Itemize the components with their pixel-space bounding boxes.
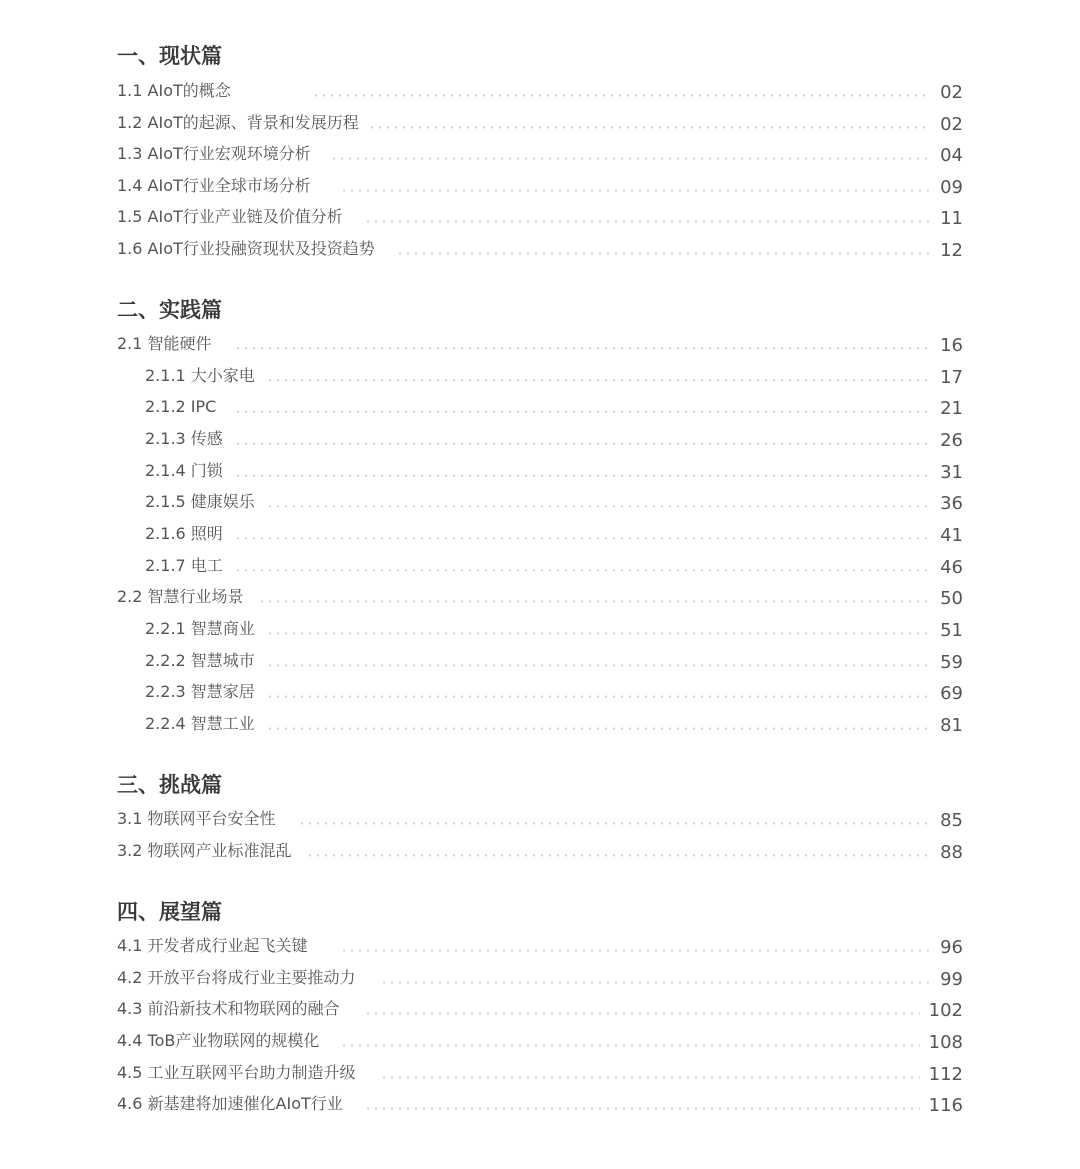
leader-dots: [266, 727, 930, 730]
toc-page-number: 21: [940, 398, 963, 419]
toc-page-number: 46: [940, 557, 963, 578]
toc-page-number: 02: [940, 114, 963, 135]
toc-page-number: 116: [928, 1095, 963, 1116]
leader-dots: [298, 822, 930, 825]
toc-page-number: 99: [940, 969, 963, 990]
toc-page-number: 108: [928, 1032, 963, 1053]
toc-entry[interactable]: [0, 998, 1080, 1024]
toc-entry-label: 2.2.1 智慧商业: [145, 619, 255, 638]
toc-entry[interactable]: [0, 1093, 1080, 1119]
leader-dots: [234, 442, 930, 445]
leader-dots: [330, 157, 930, 160]
toc-page-number: 31: [940, 462, 963, 483]
leader-dots: [266, 695, 930, 698]
toc-page-number: 51: [940, 620, 963, 641]
toc-entry-label: 4.4 ToB产业物联网的规模化: [117, 1031, 320, 1050]
toc-entry[interactable]: [0, 681, 1080, 707]
leader-dots: [234, 474, 930, 477]
toc-entry[interactable]: [0, 1030, 1080, 1056]
toc-entry[interactable]: [0, 586, 1080, 612]
toc-entry[interactable]: [0, 555, 1080, 581]
toc-page-number: 59: [940, 652, 963, 673]
section-title: 一、现状篇: [117, 44, 222, 68]
toc-entry[interactable]: [0, 491, 1080, 517]
toc-page-number: 04: [940, 145, 963, 166]
toc-entry[interactable]: [0, 460, 1080, 486]
toc-page-number: 88: [940, 842, 963, 863]
toc-entry-label: 4.2 开放平台将成行业主要推动力: [117, 968, 356, 987]
toc-entry[interactable]: [0, 808, 1080, 834]
toc-entry-label: 1.2 AIoT的起源、背景和发展历程: [117, 113, 359, 132]
leader-dots: [234, 410, 930, 413]
leader-dots: [364, 1012, 920, 1015]
leader-dots: [340, 949, 930, 952]
toc-entry-label: 4.3 前沿新技术和物联网的融合: [117, 999, 340, 1018]
leader-dots: [234, 569, 930, 572]
leader-dots: [364, 1107, 920, 1110]
toc-entry[interactable]: [0, 206, 1080, 232]
toc-entry[interactable]: [0, 175, 1080, 201]
toc-entry[interactable]: [0, 365, 1080, 391]
leader-dots: [266, 505, 930, 508]
section-title: 二、实践篇: [117, 298, 222, 322]
toc-entry[interactable]: [0, 523, 1080, 549]
toc-page-number: 50: [940, 588, 963, 609]
toc-entry-label: 2.1.7 电工: [145, 556, 223, 575]
toc-entry-label: 1.4 AIoT行业全球市场分析: [117, 176, 311, 195]
toc-entry-label: 2.1.4 门锁: [145, 461, 223, 480]
section-title: 四、展望篇: [117, 900, 222, 924]
toc-entry-label: 1.1 AIoT的概念: [117, 81, 231, 100]
toc-entry-label: 1.5 AIoT行业产业链及价值分析: [117, 207, 343, 226]
toc-entry[interactable]: [0, 333, 1080, 359]
leader-dots: [234, 537, 930, 540]
toc-entry-label: 2.2.2 智慧城市: [145, 651, 255, 670]
toc-entry[interactable]: [0, 650, 1080, 676]
leader-dots: [312, 94, 930, 97]
toc-entry-label: 4.5 工业互联网平台助力制造升级: [117, 1063, 356, 1082]
leader-dots: [234, 347, 930, 350]
toc-entry-label: 4.1 开发者成行业起飞关键: [117, 936, 308, 955]
toc-page-number: 26: [940, 430, 963, 451]
toc-page-number: 16: [940, 335, 963, 356]
toc-entry-label: 1.3 AIoT行业宏观环境分析: [117, 144, 311, 163]
toc-entry-label: 2.2.4 智慧工业: [145, 714, 255, 733]
toc-page-number: 69: [940, 683, 963, 704]
toc-entry[interactable]: [0, 935, 1080, 961]
toc-entry[interactable]: [0, 80, 1080, 106]
toc-page-number: 96: [940, 937, 963, 958]
toc-page-number: 41: [940, 525, 963, 546]
toc-entry[interactable]: [0, 618, 1080, 644]
toc-page-number: 09: [940, 177, 963, 198]
leader-dots: [266, 379, 930, 382]
toc-entry[interactable]: [0, 238, 1080, 264]
toc-entry[interactable]: [0, 1062, 1080, 1088]
toc-entry-label: 2.1.2 IPC: [145, 397, 217, 416]
toc-entry[interactable]: [0, 112, 1080, 138]
toc-entry-label: 3.1 物联网平台安全性: [117, 809, 276, 828]
toc-page-number: 112: [928, 1064, 963, 1085]
toc-entry-label: 2.1.1 大小家电: [145, 366, 255, 385]
leader-dots: [340, 1044, 920, 1047]
leader-dots: [266, 632, 930, 635]
toc-entry[interactable]: [0, 428, 1080, 454]
toc-page-number: 11: [940, 208, 963, 229]
leader-dots: [380, 1076, 920, 1079]
toc-entry-label: 2.2.3 智慧家居: [145, 682, 255, 701]
leader-dots: [368, 126, 930, 129]
toc-entry-label: 2.1 智能硬件: [117, 334, 212, 353]
leader-dots: [396, 252, 930, 255]
toc-entry-label: 3.2 物联网产业标准混乱: [117, 841, 292, 860]
leader-dots: [258, 600, 930, 603]
toc-page-number: 02: [940, 82, 963, 103]
toc-page-number: 81: [940, 715, 963, 736]
toc-page-number: 17: [940, 367, 963, 388]
toc-entry[interactable]: [0, 840, 1080, 866]
leader-dots: [380, 981, 930, 984]
toc-entry-label: 2.1.6 照明: [145, 524, 223, 543]
toc-entry-label: 2.2 智慧行业场景: [117, 587, 244, 606]
leader-dots: [340, 189, 930, 192]
section-title: 三、挑战篇: [117, 773, 222, 797]
toc-entry[interactable]: [0, 713, 1080, 739]
leader-dots: [306, 854, 930, 857]
toc-page-number: 102: [928, 1000, 963, 1021]
toc-entry-label: 2.1.3 传感: [145, 429, 223, 448]
toc-page-number: 85: [940, 810, 963, 831]
toc-entry-label: 4.6 新基建将加速催化AIoT行业: [117, 1094, 343, 1113]
toc-entry-label: 2.1.5 健康娱乐: [145, 492, 255, 511]
leader-dots: [364, 220, 930, 223]
toc-entry-label: 1.6 AIoT行业投融资现状及投资趋势: [117, 239, 375, 258]
toc-page-number: 36: [940, 493, 963, 514]
toc-entry[interactable]: [0, 143, 1080, 169]
toc-entry[interactable]: [0, 396, 1080, 422]
leader-dots: [266, 664, 930, 667]
toc-entry[interactable]: [0, 967, 1080, 993]
toc-page-number: 12: [940, 240, 963, 261]
